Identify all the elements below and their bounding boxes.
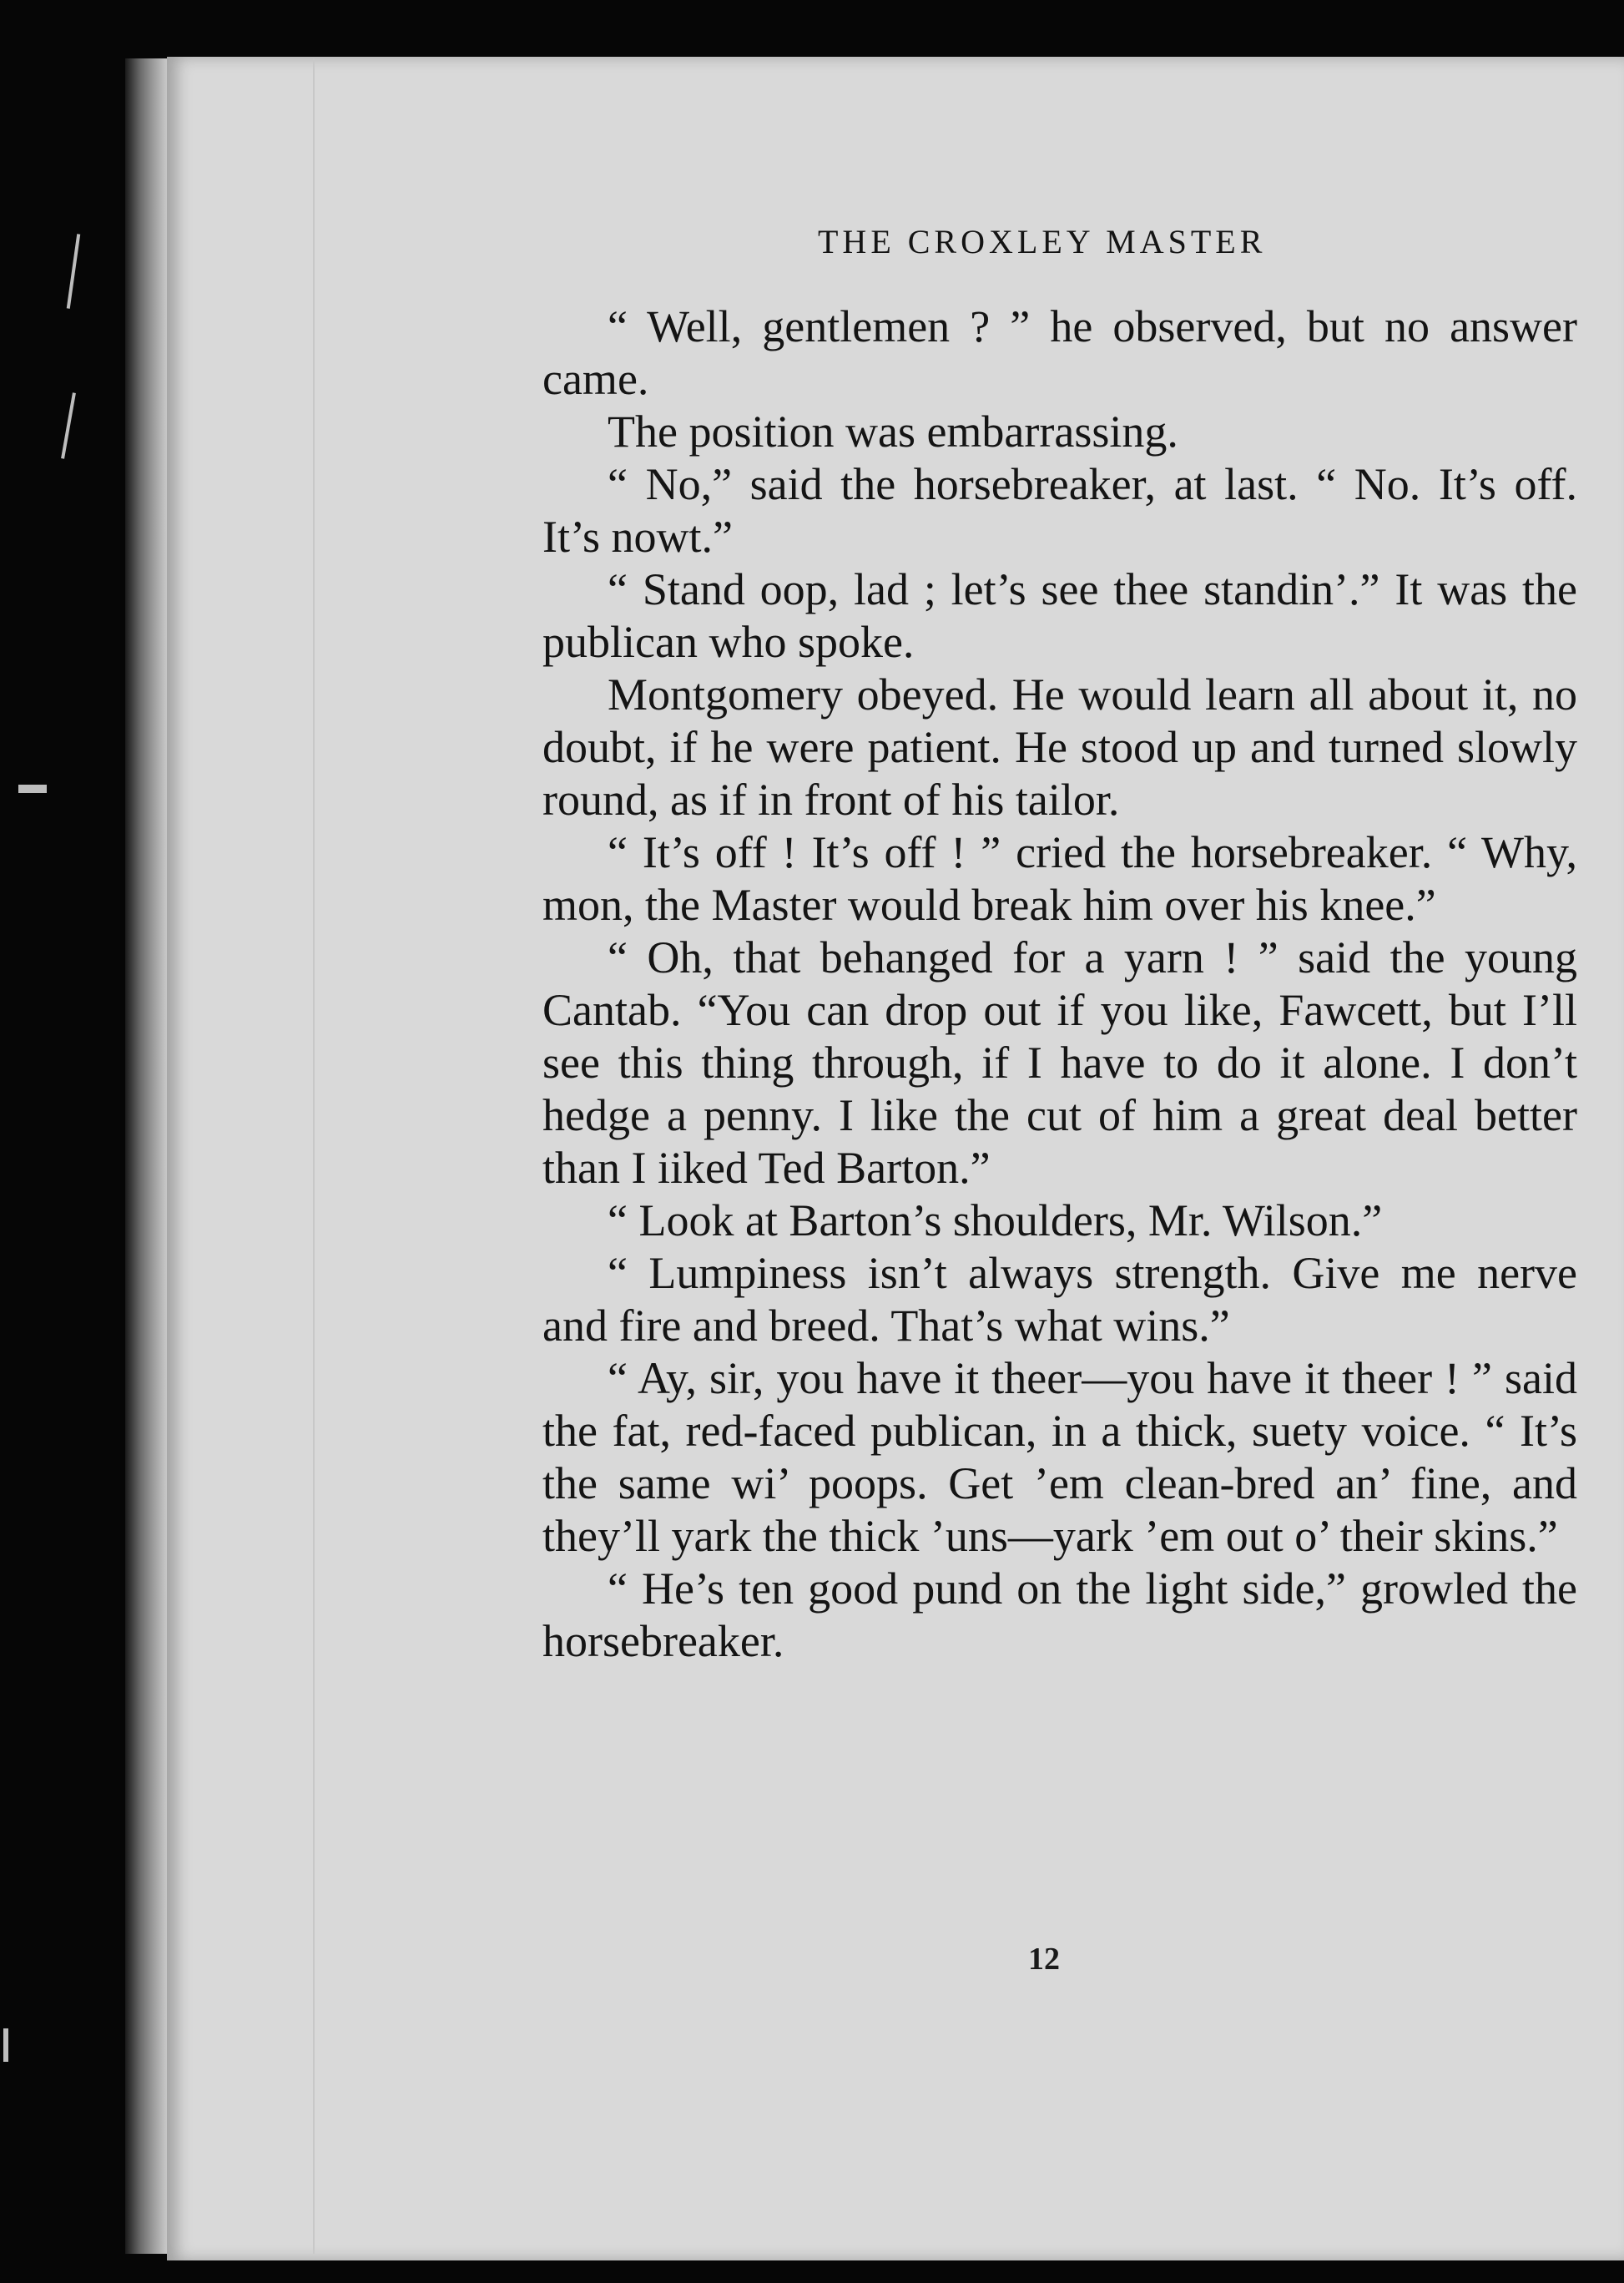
page-edge-shadow — [313, 58, 315, 2254]
paragraph: “ It’s off ! It’s off ! ” cried the horsebreaker. “ Why, mon, the Master would break him over his knee.” — [542, 827, 1577, 930]
running-head: THE CROXLEY MASTER — [818, 223, 1267, 260]
page-number: 12 — [1028, 1942, 1060, 1977]
paragraph: “ Oh, that behanged for a yarn ! ” said the young Cantab. “You can drop out if you like, Fawcett, but I’ll see this thing through, if I have to do it alone. I don’t hedge a penny. I like the cut of him a great deal better than I iiked Ted Barton.” — [542, 932, 1577, 1193]
paragraph: “ Lumpiness isn’t always strength. Give me nerve and fire and breed. That’s what wins.” — [542, 1248, 1577, 1351]
paragraph: “ No,” said the horsebreaker, at last. “ No. It’s off. It’s nowt.” — [542, 459, 1577, 562]
paragraph: Montgomery obeyed. He would learn all about it, no doubt, if he were patient. He stood up and turned slowly round, as if in front of his tailor. — [542, 669, 1577, 825]
paragraph: The position was embarrassing. — [608, 407, 1178, 457]
paragraph: “ Ay, sir, you have it theer—you have it theer ! ” said the fat, red-faced publican, in a thick, suety voice. “ It’s the same wi’ poops. Get ’em clean-bred an’ fine, and they’ll yark the thick ’uns—yark ’em out o’ their skins.” — [542, 1353, 1577, 1561]
paragraph: “ Look at Barton’s shoulders, Mr. Wilson.” — [608, 1195, 1383, 1245]
paragraph: “ Well, gentlemen ? ” he observed, but no answer came. — [542, 301, 1577, 404]
margin-speck — [61, 392, 76, 458]
margin-speck — [18, 785, 47, 793]
margin-speck — [67, 234, 80, 309]
margin-speck — [3, 2028, 8, 2062]
paragraph: “ Stand oop, lad ; let’s see thee standin’.” It was the publican who spoke. — [542, 564, 1577, 667]
page-body-text — [542, 301, 1577, 1668]
paragraph: “ He’s ten good pund on the light side,” growled the horsebreaker. — [542, 1563, 1577, 1666]
